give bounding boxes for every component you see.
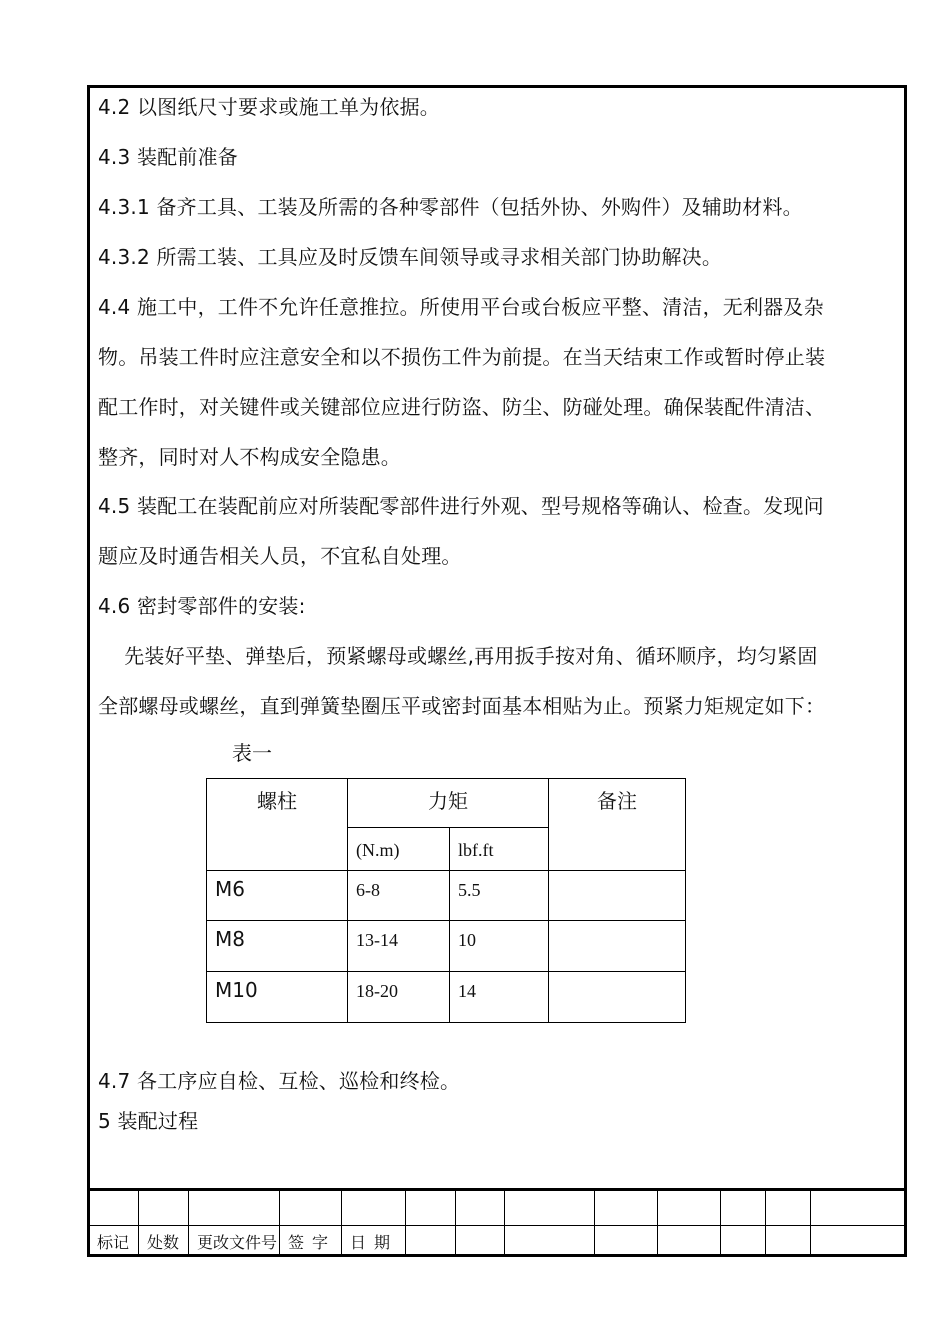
revision-cell	[456, 1226, 505, 1257]
header-torque: 力矩	[348, 779, 549, 828]
revision-cell	[89, 1191, 139, 1226]
text-line: 4.4 施工中，工件不允许任意推拉。所使用平台或台板应平整、清洁，无利器及杂	[98, 295, 824, 319]
table-row	[207, 972, 686, 1023]
revision-cell	[658, 1191, 721, 1226]
revision-cell	[721, 1226, 766, 1257]
torque-table	[206, 778, 686, 1023]
revision-label-doc-no: 更改文件号	[189, 1226, 280, 1257]
revision-cell	[342, 1191, 406, 1226]
cell-lbf: 10	[450, 921, 549, 972]
revision-cell	[406, 1191, 456, 1226]
revision-cell	[505, 1191, 595, 1226]
revision-cell	[595, 1226, 658, 1257]
revision-cell	[505, 1226, 595, 1257]
text-line: 4.7 各工序应自检、互检、巡检和终检。	[98, 1069, 461, 1093]
revision-label-row	[89, 1226, 907, 1257]
text-line: 4.3 装配前准备	[98, 145, 238, 169]
cell-nm: 13-14	[348, 921, 450, 972]
cell-bolt: M10	[207, 972, 348, 1023]
revision-cell	[189, 1191, 280, 1226]
revision-cell	[766, 1226, 811, 1257]
header-note: 备注	[549, 779, 686, 871]
unit-nm: (N.m)	[348, 828, 450, 871]
header-bolt: 螺柱	[207, 779, 348, 871]
text-line: 4.6 密封零部件的安装:	[98, 594, 306, 618]
revision-cell	[811, 1226, 907, 1257]
text-line: 4.5 装配工在装配前应对所装配零部件进行外观、型号规格等确认、检查。发现问	[98, 494, 824, 518]
text-line: 5 装配过程	[98, 1109, 199, 1133]
cell-note	[549, 921, 686, 972]
revision-label-mark: 标记	[89, 1226, 139, 1257]
text-line: 配工作时，对关键件或关键部位应进行防盗、防尘、防碰处理。确保装配件清洁、	[98, 395, 826, 419]
revision-label-count: 处数	[139, 1226, 189, 1257]
cell-bolt: M6	[207, 871, 348, 921]
revision-cell	[721, 1191, 766, 1226]
revision-row	[89, 1191, 907, 1226]
revision-cell	[406, 1226, 456, 1257]
text-line: 物。吊装工件时应注意安全和以不损伤工件为前提。在当天结束工作或暂时停止装	[98, 345, 826, 369]
revision-cell	[280, 1191, 342, 1226]
text-line: 先装好平垫、弹垫后，预紧螺母或螺丝,再用扳手按对角、循环顺序，均匀紧固	[98, 644, 818, 668]
revision-cell	[811, 1191, 907, 1226]
cell-nm: 6-8	[348, 871, 450, 921]
cell-lbf: 5.5	[450, 871, 549, 921]
revision-cell	[456, 1191, 505, 1226]
revision-cell	[595, 1191, 658, 1226]
table-row	[207, 921, 686, 972]
revision-label-signature: 签 字	[280, 1226, 342, 1257]
cell-note	[549, 972, 686, 1023]
text-line: 4.3.2 所需工装、工具应及时反馈车间领导或寻求相关部门协助解决。	[98, 245, 723, 269]
revision-cell	[766, 1191, 811, 1226]
text-line: 整齐，同时对人不构成安全隐患。	[98, 445, 401, 469]
cell-bolt: M8	[207, 921, 348, 972]
cell-lbf: 14	[450, 972, 549, 1023]
text-line: 题应及时通告相关人员，不宜私自处理。	[98, 544, 462, 568]
table-row	[207, 871, 686, 921]
revision-cell	[139, 1191, 189, 1226]
revision-block	[88, 1190, 907, 1257]
revision-label-date: 日 期	[342, 1226, 406, 1257]
revision-cell	[658, 1226, 721, 1257]
table-caption: 表一	[232, 741, 272, 765]
cell-nm: 18-20	[348, 972, 450, 1023]
unit-lbf: lbf.ft	[450, 828, 549, 871]
text-line: 4.2 以图纸尺寸要求或施工单为依据。	[98, 95, 440, 119]
cell-note	[549, 871, 686, 921]
text-line: 4.3.1 备齐工具、工装及所需的各种零部件（包括外协、外购件）及辅助材料。	[98, 195, 803, 219]
text-line: 全部螺母或螺丝，直到弹簧垫圈压平或密封面基本相贴为止。预紧力矩规定如下：	[98, 694, 826, 718]
